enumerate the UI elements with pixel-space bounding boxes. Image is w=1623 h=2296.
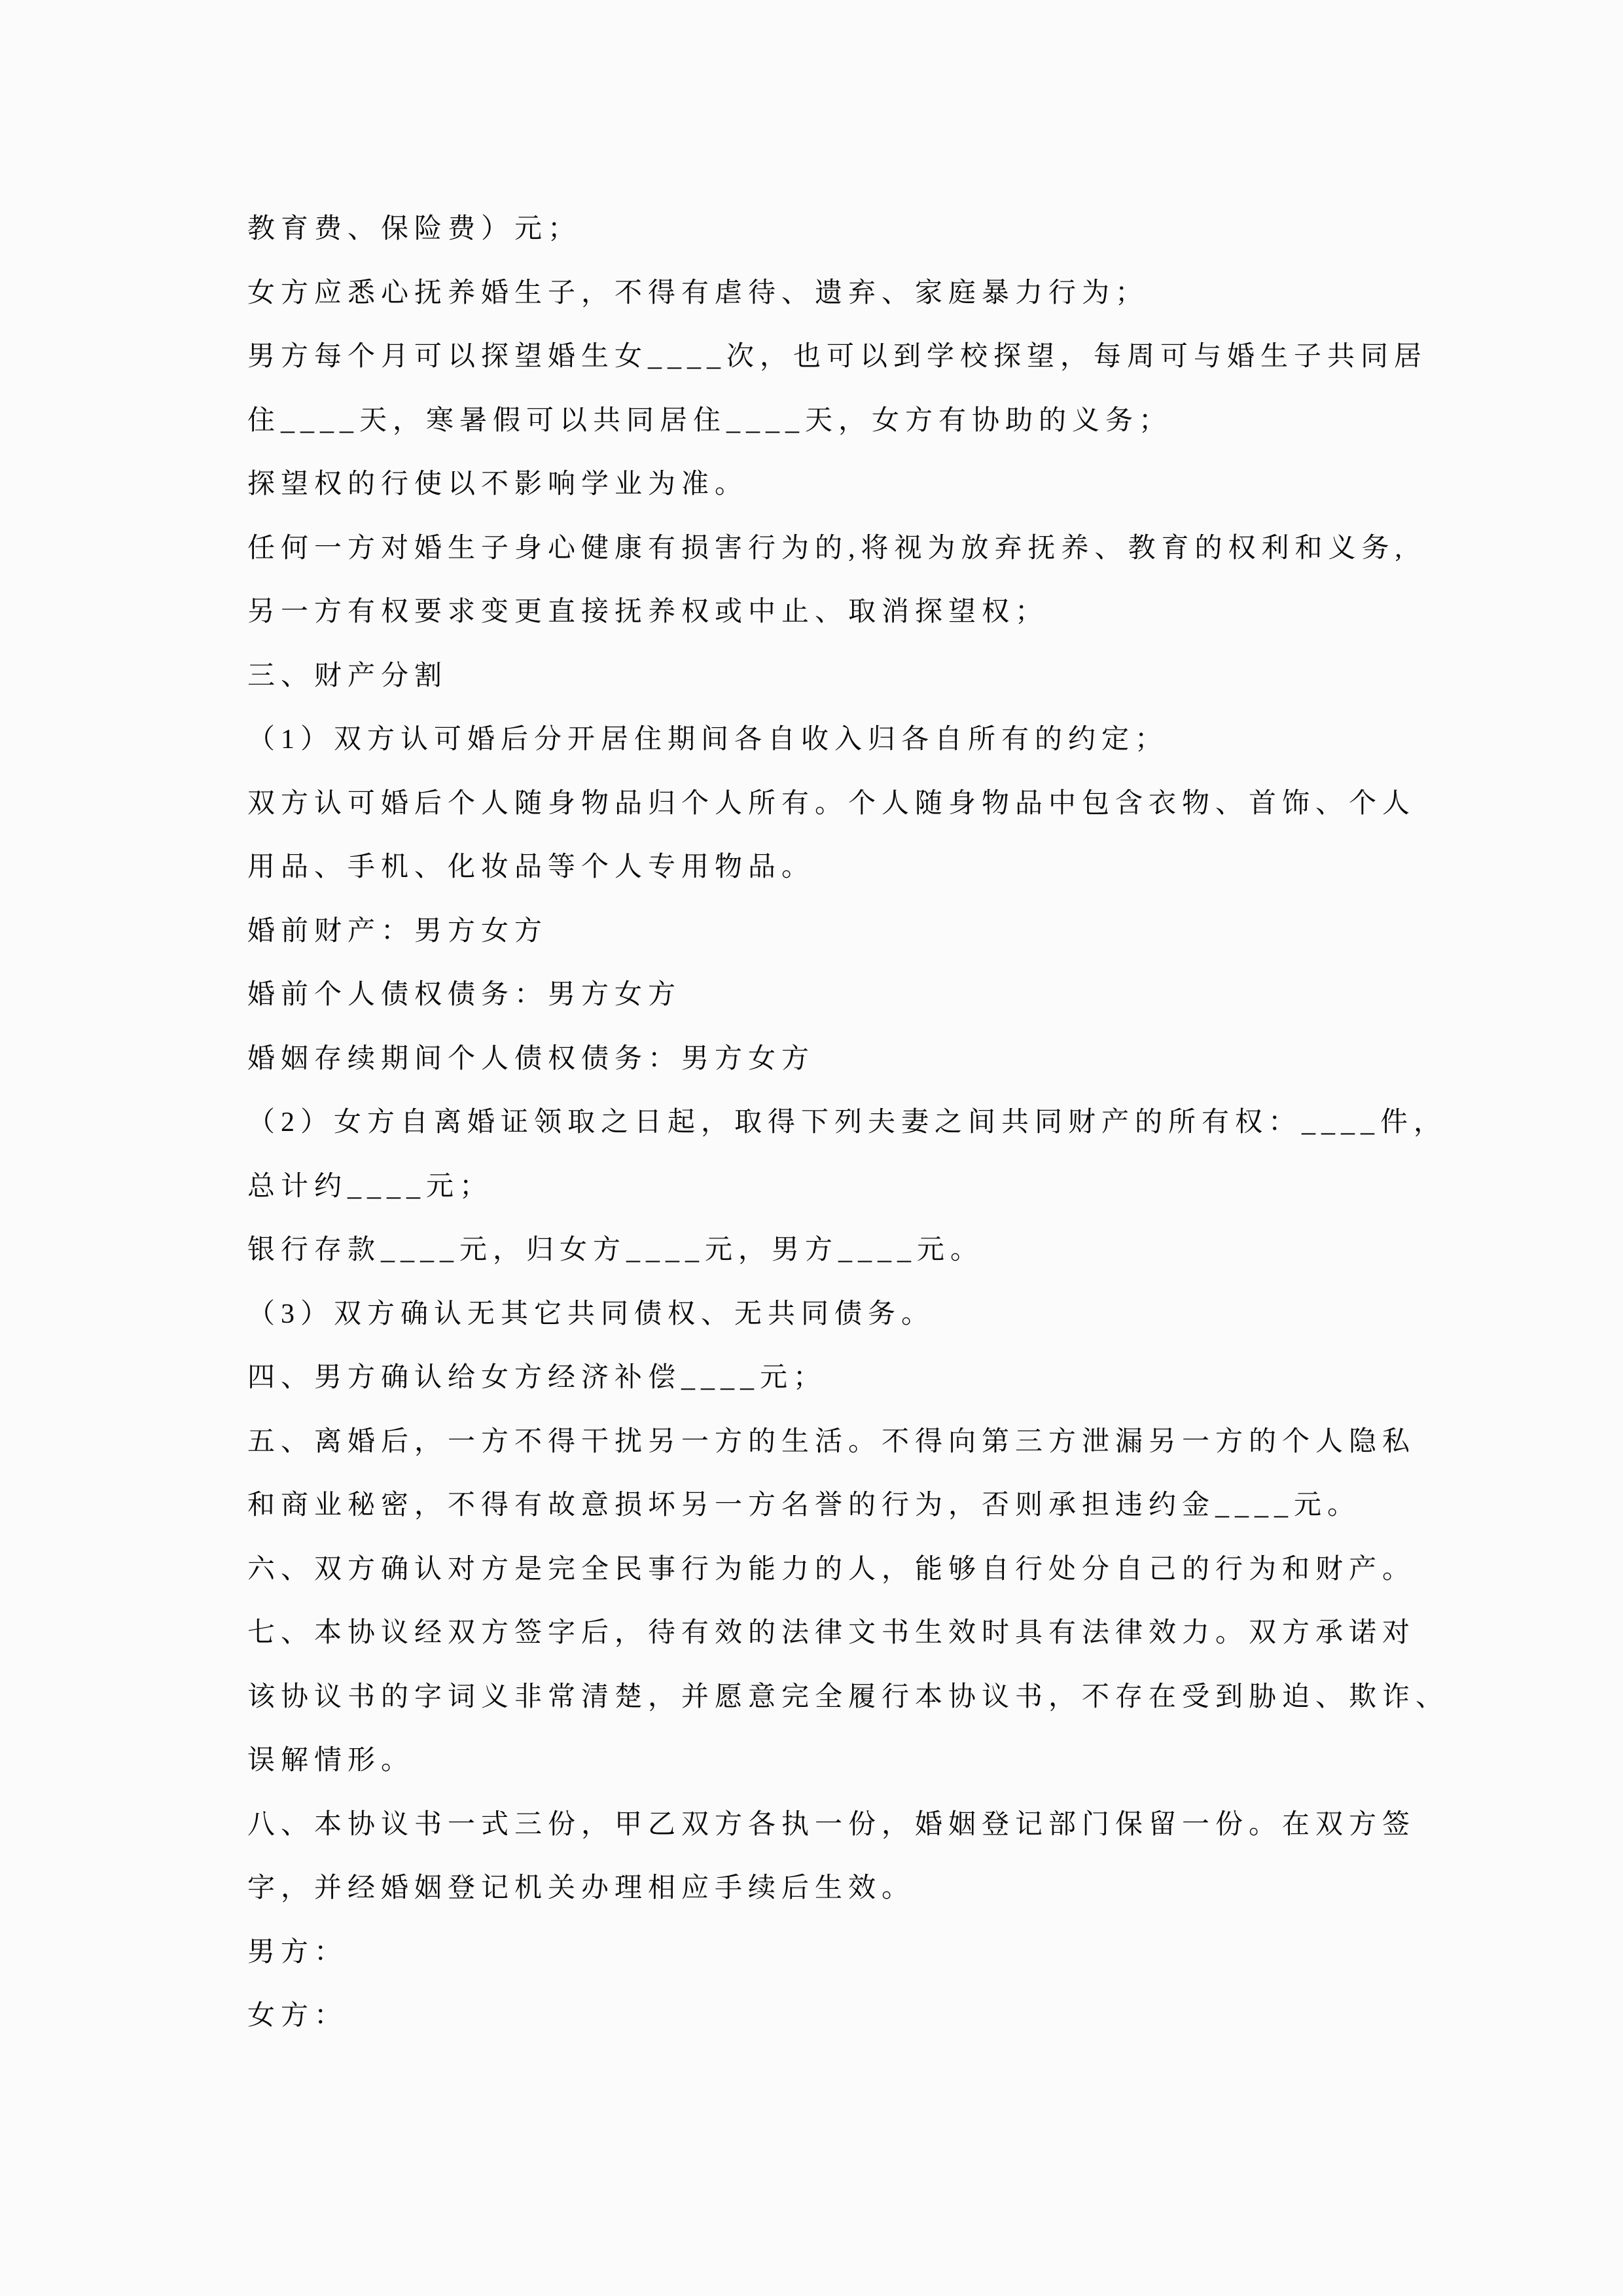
text-line: 教育费、保险费）元；: [247, 214, 582, 244]
text-line: 和商业秘密，不得有故意损坏另一方名誉的行为，否则承担违约金____元。: [247, 1490, 1361, 1520]
text-line: （3）双方确认无其它共同债权、无共同债务。: [247, 1299, 935, 1329]
text-line: 字，并经婚姻登记机关办理相应手续后生效。: [247, 1873, 916, 1903]
text-line: （1）双方认可婚后分开居住期间各自收入归各自所有的约定；: [247, 725, 1169, 755]
text-line: 女方应悉心抚养婚生子，不得有虐待、遗弃、家庭暴力行为；: [247, 278, 1149, 308]
text-line: 误解情形。: [247, 1746, 415, 1776]
text-line: 四、男方确认给女方经济补偿____元；: [247, 1363, 827, 1393]
text-line: 男方：: [247, 1937, 348, 1967]
text-line: 银行存款____元，归女方____元，男方____元。: [247, 1235, 984, 1265]
text-line: 该协议书的字词义非常清楚，并愿意完全履行本协议书，不存在受到胁迫、欺诈、: [247, 1681, 1450, 1712]
text-line: 五、离婚后，一方不得干扰另一方的生活。不得向第三方泄漏另一方的个人隐私: [247, 1426, 1416, 1457]
text-line: 总计约____元；: [247, 1171, 493, 1202]
text-line: （2）女方自离婚证领取之日起，取得下列夫妻之间共同财产的所有权：____件，: [247, 1107, 1448, 1138]
text-line: 用品、手机、化妆品等个人专用物品。: [247, 852, 815, 882]
text-line: 双方认可婚后个人随身物品归个人所有。个人随身物品中包含衣物、首饰、个人: [247, 788, 1416, 819]
text-line: 七、本协议经双方签字后，待有效的法律文书生效时具有法律效力。双方承诺对: [247, 1618, 1416, 1648]
text-line: 六、双方确认对方是完全民事行为能力的人，能够自行处分自己的行为和财产。: [247, 1554, 1416, 1585]
text-line: 三、财产分割: [247, 660, 448, 691]
text-line: 男方每个月可以探望婚生女____次，也可以到学校探望，每周可与婚生子共同居: [247, 342, 1428, 372]
text-line: 婚前个人债权债务：男方女方: [247, 980, 682, 1010]
text-line: 八、本协议书一式三份，甲乙双方各执一份，婚姻登记部门保留一份。在双方签: [247, 1809, 1416, 1840]
text-line: 任何一方对婚生子身心健康有损害行为的,将视为放弃抚养、教育的权利和义务,: [247, 533, 1408, 564]
text-line: 女方：: [247, 2001, 348, 2031]
text-line: 婚姻存续期间个人债权债务：男方女方: [247, 1043, 815, 1074]
document-text-block: [247, 198, 1450, 2049]
text-line: 住____天，寒暑假可以共同居住____天，女方有协助的义务；: [247, 405, 1173, 436]
text-line: 探望权的行使以不影响学业为准。: [247, 469, 749, 499]
text-line: 婚前财产：男方女方: [247, 916, 548, 946]
text-line: 另一方有权要求变更直接抚养权或中止、取消探望权；: [247, 597, 1049, 627]
